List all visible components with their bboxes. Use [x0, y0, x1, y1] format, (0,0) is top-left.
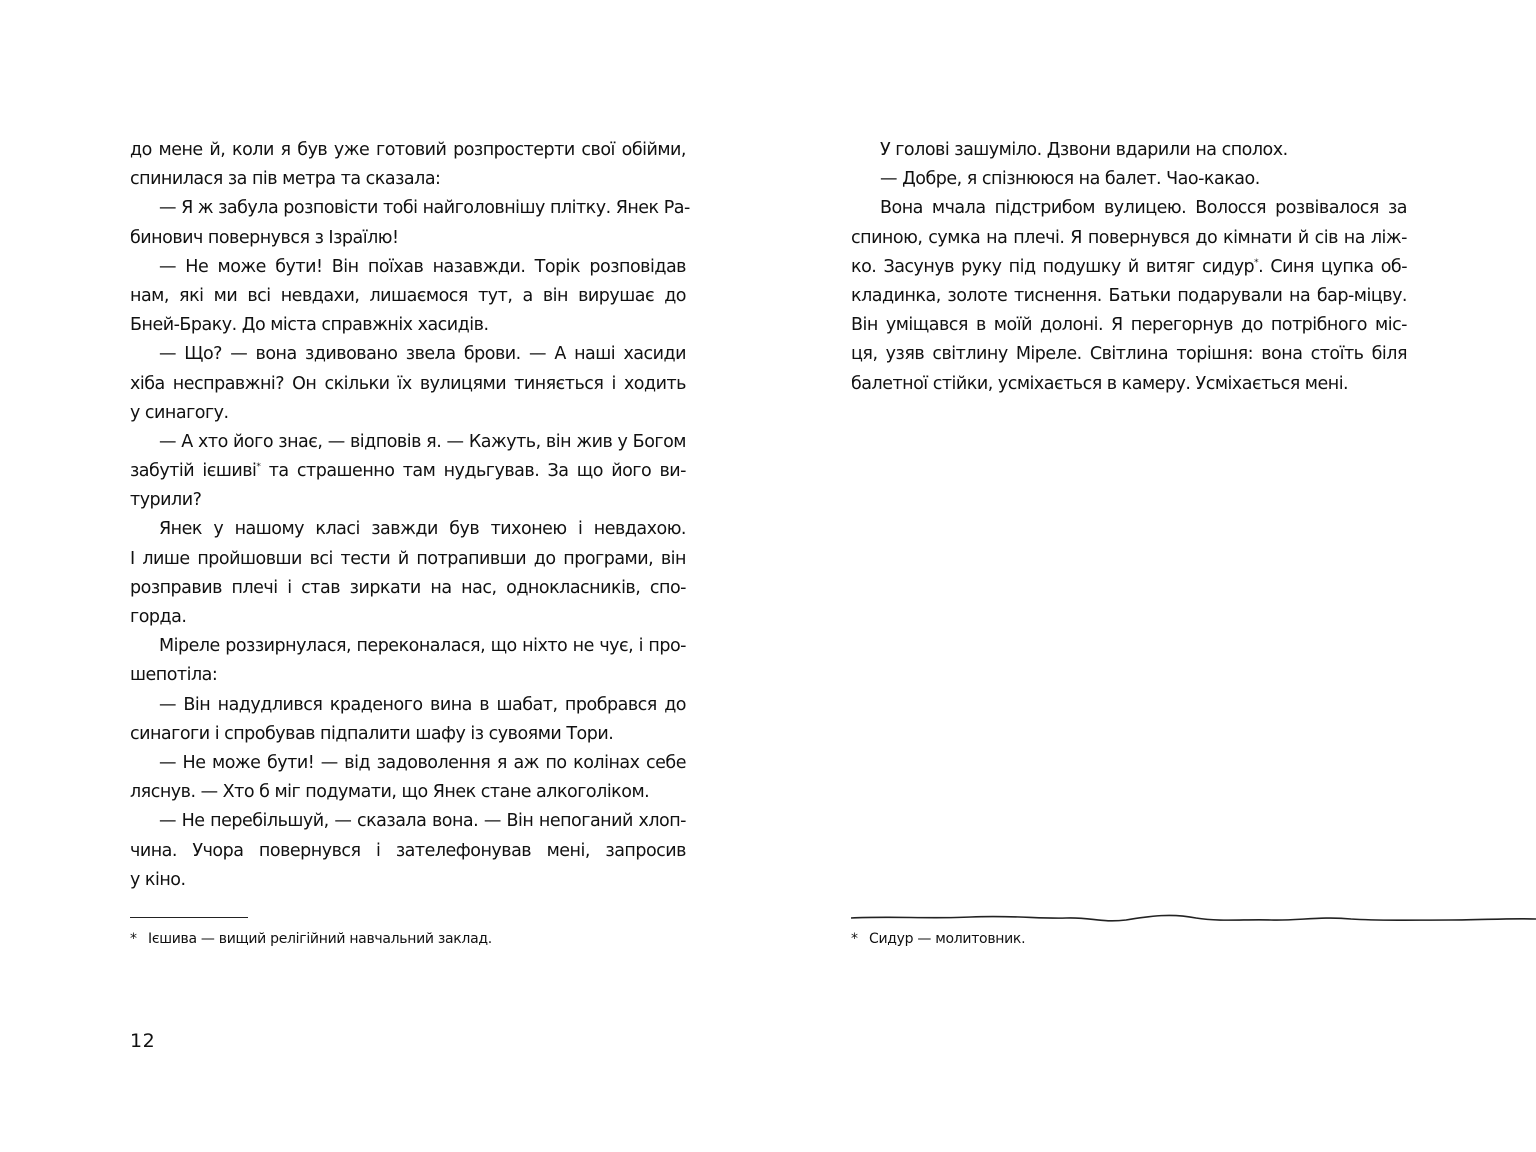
text-line: — Добре, я спізнююся на балет. Чао-какао.	[880, 169, 1260, 190]
text-line: — Що? — вона здивовано звела брови. — А наші хасиди	[159, 344, 686, 365]
text-line: шепотіла:	[130, 665, 218, 686]
text-line: горда.	[130, 607, 187, 627]
text-line	[851, 253, 1407, 282]
text-line: — Я ж забула розповісти тобі найголовнішу плітку. Янек Ра-	[159, 198, 690, 219]
text-line: спиною, сумка на плечі. Я повернувся до кімнати й сів на ліж-	[851, 227, 1407, 248]
text-line: розправив плечі і став зиркати на нас, однокласників, спо-	[130, 577, 686, 598]
footnote-marker: *	[130, 931, 137, 947]
text-fragment: ко. Засунув руку під подушку й витяг сидур	[851, 256, 1255, 277]
text-line: І лише пройшовши всі тести й потрапивши до програми, він	[130, 548, 686, 569]
footnote-reference: *	[256, 462, 261, 473]
footnote	[851, 929, 1025, 949]
text-line: — Не може бути! — від задоволення я аж по колінах себе	[159, 752, 686, 773]
text-line: Він уміщався в моїй долоні. Я перегорнув до потрібного міс-	[851, 315, 1407, 336]
text-fragment: та страшенно там нудьгував. За що його ви-	[268, 461, 686, 482]
text-line: — Не може бути! Він поїхав назавжди. Торік розповідав	[159, 256, 686, 277]
text-line: У голові зашуміло. Дзвони вдарили на сполох.	[880, 140, 1288, 160]
footnote-text: Ієшива — вищий релігійний навчальний заклад.	[148, 931, 492, 947]
text-line: — Не перебільшуй, — сказала вона. — Він непоганий хлоп-	[159, 811, 686, 832]
text-line: до мене й, коли я був уже готовий розпростерти свої обійми,	[130, 140, 686, 160]
text-line	[130, 457, 686, 486]
text-line: чина. Учора повернувся і зателефонував мені, запросив	[130, 840, 686, 861]
text-line: у кіно.	[130, 869, 186, 890]
text-line: кладинка, золоте тиснення. Батьки подарували на бар-міцву.	[851, 285, 1407, 306]
text-line: Янек у нашому класі завжди був тихонею і невдахою.	[159, 519, 686, 540]
left-body-text	[130, 136, 690, 895]
text-line: — Він надудлився краденого вина в шабат, пробрався до	[159, 694, 686, 715]
text-line: бинович повернувся з Ізраїлю!	[130, 227, 399, 248]
text-line: у синагогу.	[130, 402, 229, 423]
text-line: нам, які ми всі невдахи, лишаємося тут, а він вирушає до	[130, 285, 686, 306]
text-line: Бней-Браку. До міста справжніх хасидів.	[130, 315, 489, 336]
text-line: Мірелe роззирнулася, переконалася, що ніхто не чує, і про-	[159, 636, 686, 657]
footnote-reference: *	[1254, 257, 1259, 268]
footnote-divider-wave	[851, 908, 1536, 928]
text-line: турили?	[130, 490, 202, 511]
right-body-text	[851, 136, 1407, 399]
page-number: 12	[130, 1030, 156, 1052]
text-line: синагоги і спробував підпалити шафу із сувоями Тори.	[130, 723, 614, 744]
text-line: балетної стійки, усміхається в камеру. Усміхається мені.	[851, 373, 1349, 394]
text-fragment: . Синя цупка об-	[1258, 256, 1408, 277]
footnote-text: Сидур — молитовник.	[869, 931, 1026, 947]
text-line: ця, узяв світлину Мірелe. Світлина торішня: вона стоїть біля	[851, 344, 1407, 365]
footnote-marker: *	[851, 931, 858, 947]
text-line: Вона мчала підстрибом вулицею. Волосся розвівалося за	[880, 198, 1407, 219]
text-fragment: забутій ієшиві	[130, 461, 257, 482]
text-line: хіба несправжні? Он скільки їх вулицями тиняється і ходить	[130, 373, 686, 394]
footnote-divider	[130, 917, 248, 918]
text-line: — А хто його знає, — відповів я. — Кажуть, він жив у Богом	[159, 431, 686, 452]
text-line: ляснув. — Хто б міг подумати, що Янек стане алкоголіком.	[130, 782, 650, 803]
footnote	[130, 929, 492, 949]
text-line: спинилася за пів метра та сказала:	[130, 169, 441, 190]
